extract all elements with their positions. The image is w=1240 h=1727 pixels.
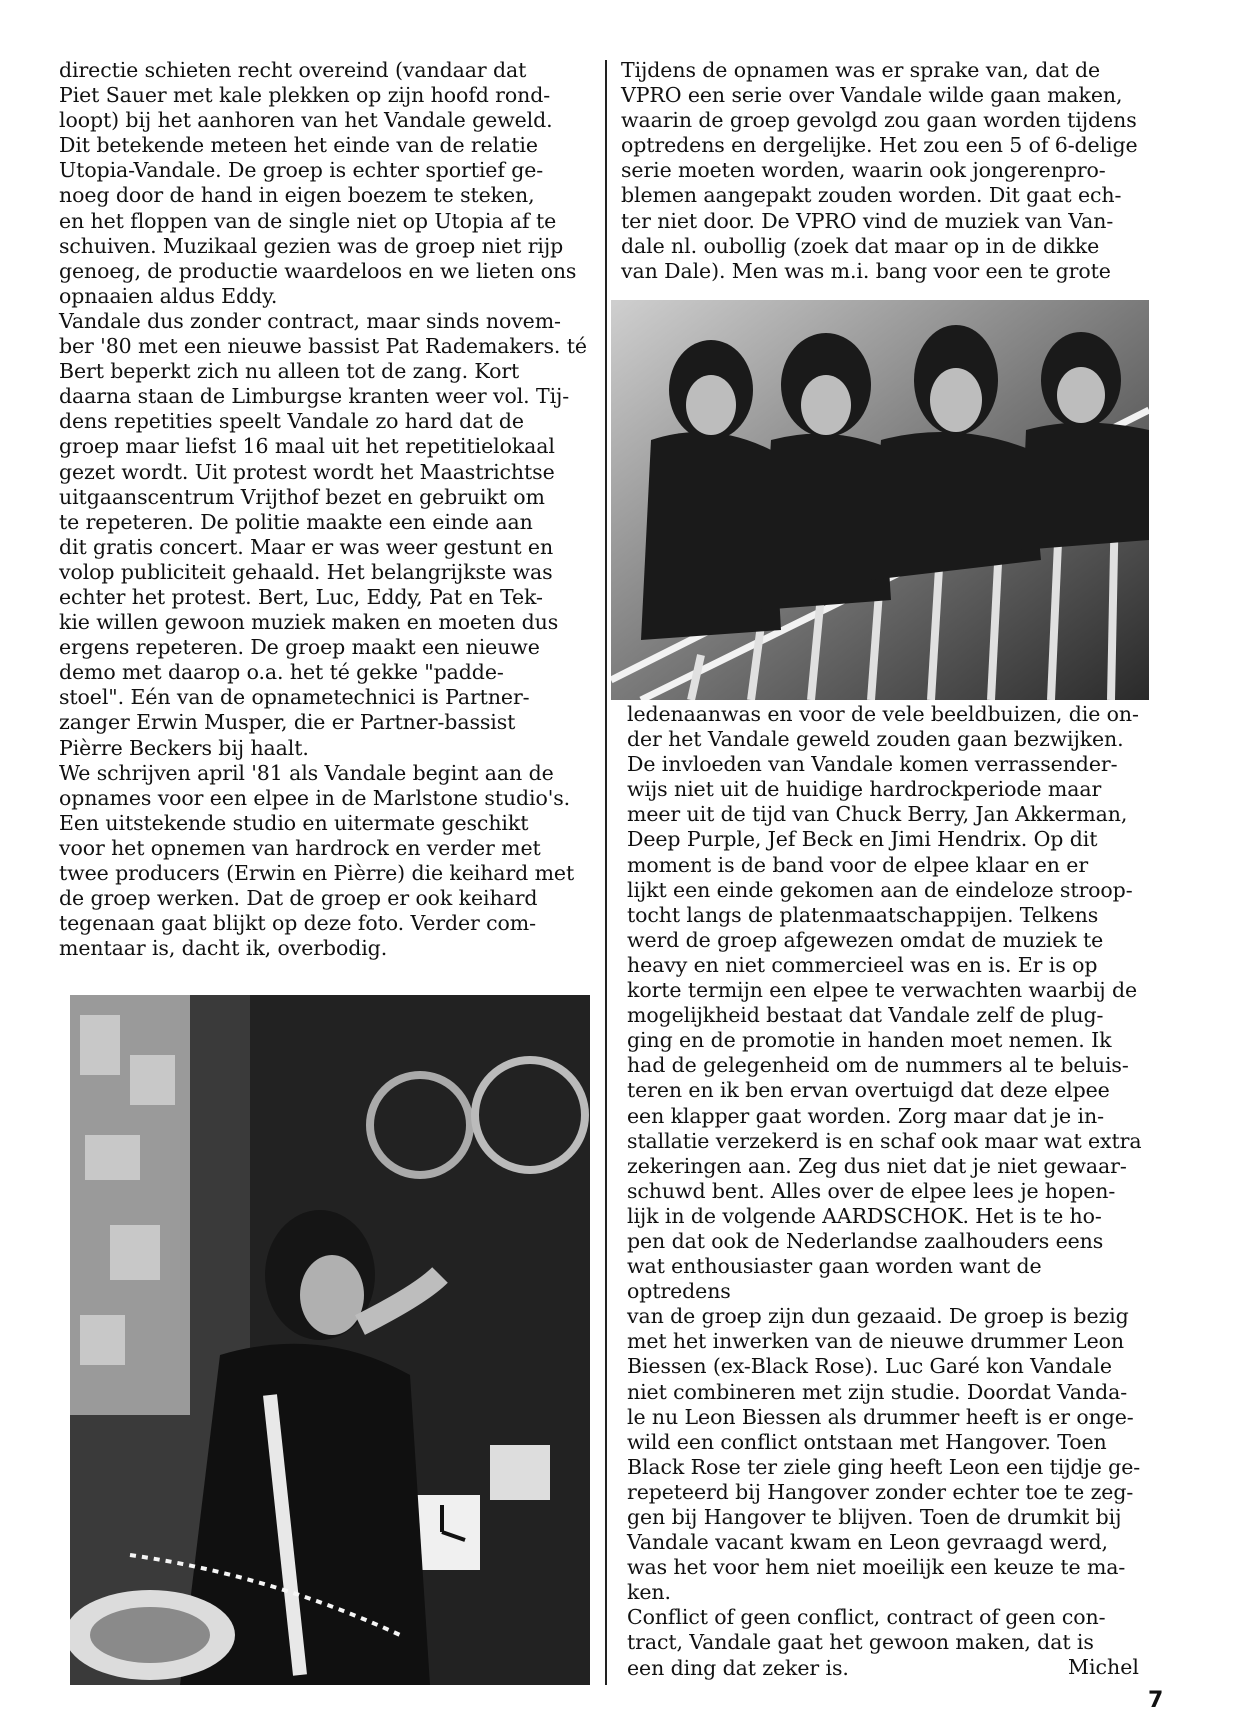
article-column-right-top: Tijdens de opnamen was er sprake van, dat de VPRO een serie over Vandale wilde gaan maken, waarin de groep gevolgd zou gaan worden tijdens optredens en dergelijke. Het zou een 5 of 6-delige serie moeten worden, waarin ook jongerenpro- blemen aangepakt zouden worden. Dit gaat ech- ter niet door. De VPRO vind de muziek van Van- dale nl. oubollig (zoek dat maar op in de dikke van Dale). Men was m.i. bang voor een te grote bbox=[621, 58, 1138, 283]
band-photo bbox=[611, 300, 1149, 700]
page-number: 7 bbox=[1148, 1688, 1164, 1713]
article-column-right-bottom: ledenaanwas en voor de vele beeldbuizen, die on- der het Vandale geweld zouden gaan bezwijken. De invloeden van Vandale komen verrassender- wijs niet uit de huidige hardrockperiode maar meer uit de tijd van Chuck Berry, Jan Akkerman, Deep Purple, Jef Beck en Jimi Hendrix. Op dit moment is de band voor de elpee klaar en er lijkt een einde gekomen aan de eindeloze stroop- tocht langs de platenmaatschappijen. Telkens werd de groep afgewezen omdat de muziek te heavy en niet commercieel was en is. Er is op korte termijn een elpee te verwachten waarbij de mogelijkheid bestaat dat Vandale zelf de plug- ging en de promotie in handen moet nemen. Ik had de gelegenheid om de nummers al te beluis- teren en ik ben ervan overtuigd dat deze elpee een klapper gaat worden. Zorg maar dat je in- stallatie verzekerd is en schaf ook maar wat extra zekeringen aan. Zeg dus niet dat je niet gewaar- schuwd bent. Alles over de elpee lees je hopen- lijk in de volgende AARDSCHOK. Het is te ho- pen dat ook de Nederlandse zaalhouders eens wat enthousiaster gaan worden want de optredens van de groep zijn dun gezaaid. De groep is bezig met het inwerken van de nieuwe drummer Leon Biessen (ex-Black Rose). Luc Garé kon Vandale niet combineren met zijn studie. Doordat Vanda- le nu Leon Biessen als drummer heeft is er onge- wild een conflict ontstaan met Hangover. Toen Black Rose ter ziele ging heeft Leon een tijdje ge- repeteerd bij Hangover zonder echter toe te zeg- gen bij Hangover te blijven. Toen de drumkit bij Vandale vacant kwam en Leon gevraagd werd, was het voor hem niet moeilijk een keuze te ma- ken. Conflict of geen conflict, contract of geen con- tract, Vandale gaat het gewoon maken, dat is een ding dat zeker is. bbox=[627, 702, 1142, 1680]
article-column-left: directie schieten recht overeind (vandaar dat Piet Sauer met kale plekken op zijn hoofd rond- loopt) bij het aanhoren van het Vandale geweld. Dit betekende meteen het einde van de relatie Utopia-Vandale. De groep is echter sportief ge- noeg door de hand in eigen boezem te steken, en het floppen van de single niet op Utopia af te schuiven. Muzikaal gezien was de groep niet rijp genoeg, de productie waardeloos en we lieten ons opnaaien aldus Eddy. Vandale dus zonder contract, maar sinds novem- ber '80 met een nieuwe bassist Pat Rademakers. té Bert beperkt zich nu alleen tot de zang. Kort daarna staan de Limburgse kranten weer vol. Tij- dens repetities speelt Vandale zo hard dat de groep maar liefst 16 maal uit het repetitielokaal gezet wordt. Uit protest wordt het Maastrichtse uitgaanscentrum Vrijthof bezet en gebruikt om te repeteren. De politie maakte een einde aan dit gratis concert. Maar er was weer gestunt en volop publiciteit gehaald. Het belangrijkste was echter het protest. Bert, Luc, Eddy, Pat en Tek- kie willen gewoon muziek maken en moeten dus ergens repeteren. De groep maakt een nieuwe demo met daarop o.a. het té gekke "padde- stoel". Eén van de opnametechnici is Partner- zanger Erwin Musper, die er Partner-bassist Pièrre Beckers bij haalt. We schrijven april '81 als Vandale begint aan de opnames voor een elpee in de Marlstone studio's. Een uitstekende studio en uitermate geschikt voor het opnemen van hardrock en verder met twee producers (Erwin en Pièrre) die keihard met de groep werken. Dat de groep er ook keihard tegenaan gaat blijkt op deze foto. Verder com- mentaar is, dacht ik, overbodig. bbox=[59, 58, 587, 961]
author-signature: Michel bbox=[1068, 1655, 1139, 1679]
studio-photo bbox=[70, 995, 590, 1685]
column-divider bbox=[605, 60, 607, 1685]
